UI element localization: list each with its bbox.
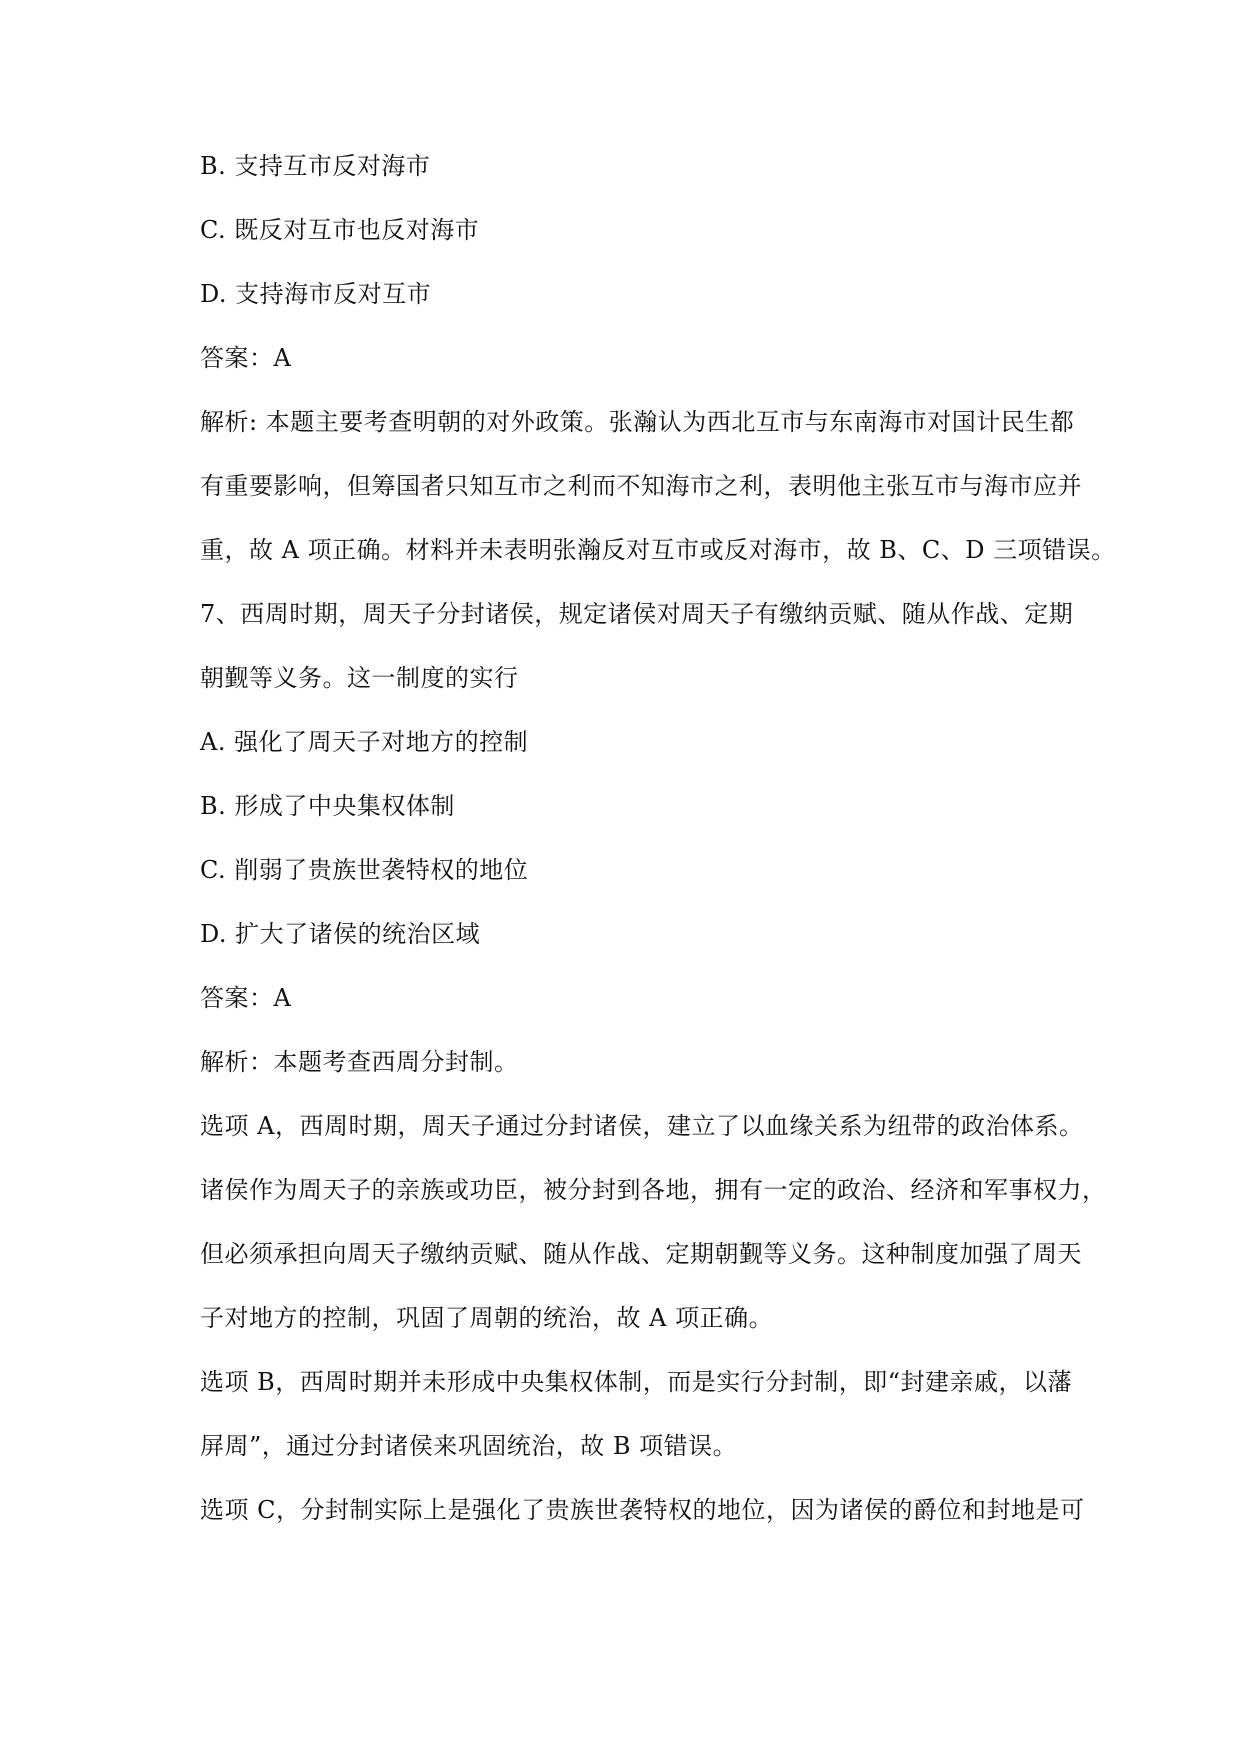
question-7-option-a: A. 强化了周天子对地方的控制 xyxy=(200,728,529,756)
analysis-option-a-line: 诸侯作为周天子的亲族或功臣，被分封到各地，拥有一定的政治、经济和军事权力， xyxy=(200,1176,1107,1204)
question-7-option-b: B. 形成了中央集权体制 xyxy=(200,792,455,820)
question-7-stem-line: 朝觐等义务。这一制度的实行 xyxy=(200,664,519,692)
analysis-option-c-line: 选项 C，分封制实际上是强化了贵族世袭特权的地位，因为诸侯的爵位和封地是可 xyxy=(200,1496,1085,1524)
prev-analysis-line: 重，故 A 项正确。材料并未表明张瀚反对互市或反对海市，故 B、C、D 三项错误。 xyxy=(200,536,1116,564)
analysis-option-a-line: 子对地方的控制，巩固了周朝的统治，故 A 项正确。 xyxy=(200,1304,774,1332)
analysis-option-a-line: 选项 A，西周时期，周天子通过分封诸侯，建立了以血缘关系为纽带的政治体系。 xyxy=(200,1112,1084,1140)
question-7-option-d: D. 扩大了诸侯的统治区域 xyxy=(200,920,481,948)
prev-option-b: B. 支持互市反对海市 xyxy=(200,152,431,180)
prev-option-c: C. 既反对互市也反对海市 xyxy=(200,216,480,244)
question-7-option-c: C. 削弱了贵族世袭特权的地位 xyxy=(200,856,529,884)
prev-analysis-line: 有重要影响，但筹国者只知互市之利而不知海市之利，表明他主张互市与海市应并 xyxy=(200,472,1082,500)
analysis-option-a-line: 但必须承担向周天子缴纳贡赋、随从作战、定期朝觐等义务。这种制度加强了周天 xyxy=(200,1240,1082,1268)
question-7-analysis-intro: 解析：本题考查西周分封制。 xyxy=(200,1048,519,1076)
prev-analysis-line: 解析: 本题主要考查明朝的对外政策。张瀚认为西北互市与东南海市对国计民生都 xyxy=(200,408,1075,436)
question-7-answer: 答案：A xyxy=(200,984,292,1012)
analysis-option-b-line: 屏周”，通过分封诸侯来巩固统治，故 B 项错误。 xyxy=(200,1432,738,1460)
question-7-stem-line: 7、西周时期，周天子分封诸侯，规定诸侯对周天子有缴纳贡赋、随从作战、定期 xyxy=(200,600,1074,628)
prev-answer: 答案：A xyxy=(200,344,292,372)
prev-option-d: D. 支持海市反对互市 xyxy=(200,280,432,308)
analysis-option-b-line: 选项 B，西周时期并未形成中央集权体制，而是实行分封制，即“封建亲戚，以藩 xyxy=(200,1368,1073,1396)
